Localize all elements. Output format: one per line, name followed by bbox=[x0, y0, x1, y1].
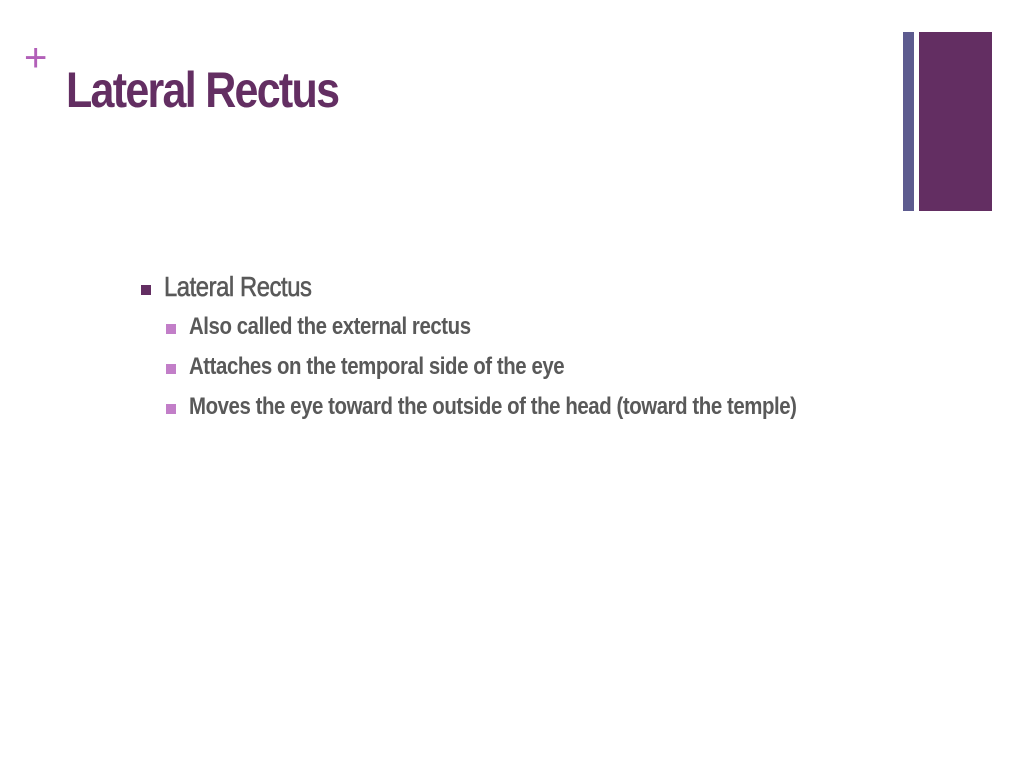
list-item-text: Moves the eye toward the outside of the head (toward the temple) bbox=[189, 393, 797, 420]
slide-title: Lateral Rectus bbox=[66, 62, 339, 118]
list-item-text: Attaches on the temporal side of the eye bbox=[189, 353, 565, 380]
list-item bbox=[138, 308, 978, 348]
square-bullet-icon bbox=[166, 404, 176, 414]
list-item bbox=[138, 268, 978, 308]
list-item-text: Also called the external rectus bbox=[189, 313, 471, 340]
square-bullet-icon bbox=[166, 324, 176, 334]
plus-icon: + bbox=[24, 36, 48, 80]
accent-bar-thick bbox=[919, 32, 992, 211]
list-item bbox=[138, 348, 978, 388]
list-item bbox=[138, 388, 978, 428]
square-bullet-icon bbox=[141, 285, 151, 295]
square-bullet-icon bbox=[166, 364, 176, 374]
bullet-list bbox=[138, 268, 978, 428]
list-item-text: Lateral Rectus bbox=[164, 271, 312, 302]
accent-bar-thin bbox=[903, 32, 914, 211]
